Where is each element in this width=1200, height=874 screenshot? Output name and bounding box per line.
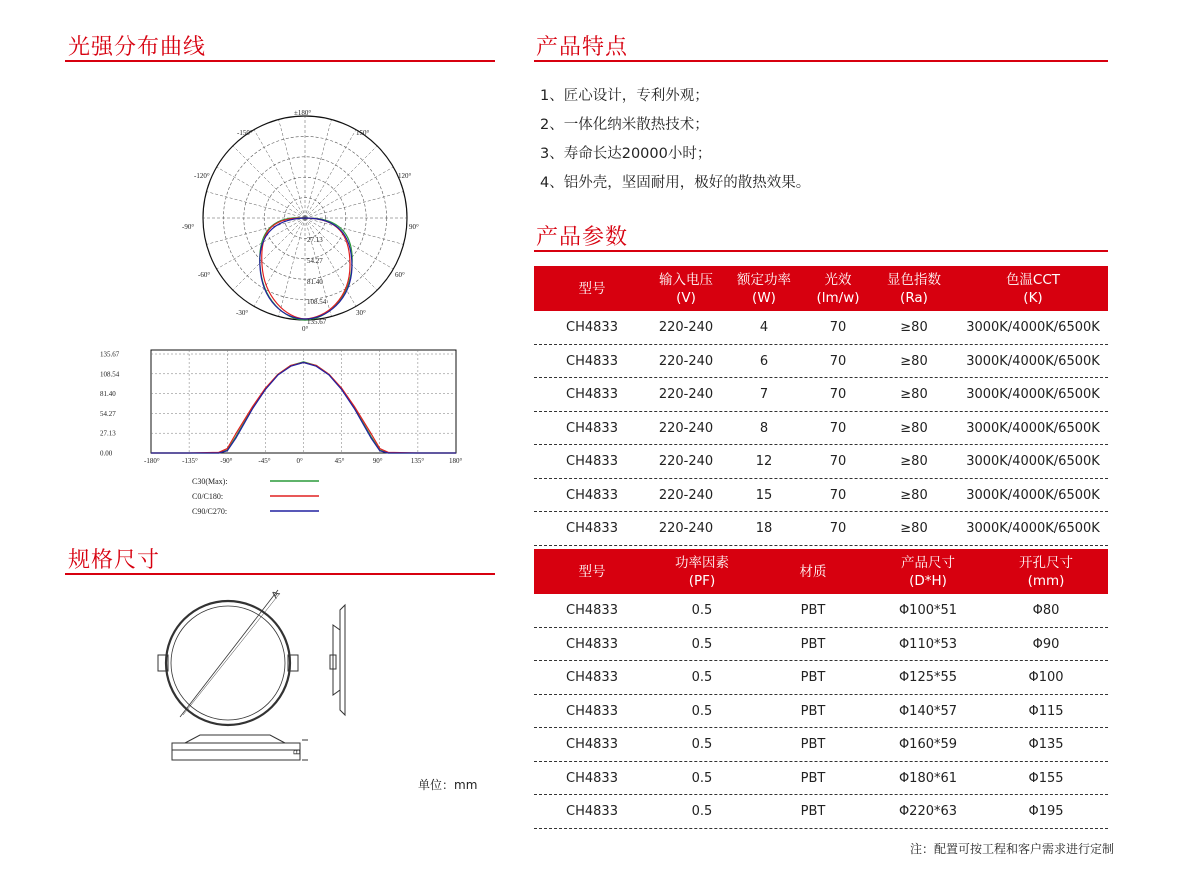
table-cell: 8 (759, 420, 769, 436)
table-cell: Φ155 (1028, 770, 1064, 786)
table-cell: Φ100*51 (898, 603, 958, 619)
table-cell: 3000K/4000K/6500K (966, 521, 1100, 537)
feature-item: 4、铝外壳，坚固耐用，极好的散热效果。 (540, 175, 811, 191)
table-cell: 220-240 (658, 420, 714, 436)
table-cell: 0.5 (691, 603, 713, 619)
section-divider (534, 60, 1108, 62)
table-row (534, 763, 1108, 796)
params-table-electrical (534, 266, 1108, 546)
table-row (534, 446, 1108, 479)
table-row (534, 513, 1108, 546)
table-cell: Φ110*53 (898, 636, 958, 652)
table-cell: 4 (759, 320, 769, 336)
table-row (534, 595, 1108, 628)
table-cell: Φ135 (1028, 737, 1064, 753)
polar-angle-label: -30° (236, 309, 249, 317)
section-title-light-distribution: 光强分布曲线 (68, 35, 207, 60)
table-cell: 0.5 (691, 804, 713, 820)
table-cell: Φ115 (1028, 703, 1064, 719)
table-cell: 70 (829, 420, 847, 436)
table-cell: PBT (800, 770, 826, 786)
table-row (534, 796, 1108, 829)
dimension-b-label: B (292, 748, 302, 755)
params-table-physical (534, 549, 1108, 829)
table-row (534, 379, 1108, 412)
table-row (534, 480, 1108, 513)
table-cell: Φ80 (1032, 603, 1060, 619)
y-tick-label: 27.13 (100, 429, 116, 438)
polar-angle-label: -150° (237, 129, 253, 137)
table-cell: PBT (800, 737, 826, 753)
table-cell: 6 (759, 353, 769, 369)
table-cell: ≥80 (900, 454, 928, 470)
table-row (534, 662, 1108, 695)
table-cell: Φ140*57 (898, 703, 958, 719)
table-cell: CH4833 (566, 737, 618, 753)
bottom-view (172, 735, 308, 760)
table-cell: PBT (800, 670, 826, 686)
section-divider (65, 60, 495, 62)
table-cell: 220-240 (658, 487, 714, 503)
table-cell: CH4833 (566, 353, 618, 369)
x-tick-label: -135° (182, 457, 198, 465)
table-cell: 18 (755, 521, 773, 537)
table-cell: 0.5 (691, 703, 713, 719)
table-row (534, 312, 1108, 345)
polar-angle-label: 150° (356, 129, 370, 137)
x-tick-label: 45° (334, 457, 345, 465)
table-cell: ≥80 (900, 487, 928, 503)
front-view (158, 590, 298, 725)
y-tick-label: 54.27 (100, 409, 116, 418)
table-cell: Φ90 (1032, 636, 1060, 652)
polar-intensity-diagram (180, 105, 430, 335)
table-cell: CH4833 (566, 320, 618, 336)
table-cell: PBT (800, 636, 826, 652)
table-cell: 3000K/4000K/6500K (966, 353, 1100, 369)
customization-note: 注：配置可按工程和客户需求进行定制 (910, 842, 1115, 856)
polar-radial-label: 135.67 (307, 318, 327, 326)
table-row (534, 729, 1108, 762)
y-tick-label: 81.40 (100, 390, 116, 399)
intensity-line-chart (95, 343, 475, 523)
polar-radial-label: 108.54 (307, 298, 327, 306)
section-title-features: 产品特点 (536, 35, 629, 60)
table-cell: 0.5 (691, 636, 713, 652)
table-cell: PBT (800, 703, 826, 719)
legend-label: C90/C270: (192, 507, 228, 516)
section-title-dimensions: 规格尺寸 (68, 548, 161, 573)
table-cell: CH4833 (566, 770, 618, 786)
table-cell: Φ220*63 (898, 804, 958, 820)
table-cell: 70 (829, 454, 847, 470)
polar-radial-label: 81.40 (307, 278, 323, 286)
table-cell: CH4833 (566, 804, 618, 820)
table-cell: ≥80 (900, 353, 928, 369)
table-cell: 70 (829, 387, 847, 403)
table-cell: CH4833 (566, 521, 618, 537)
y-tick-label: 135.67 (100, 350, 120, 359)
table-cell: ≥80 (900, 387, 928, 403)
polar-angle-label: 90° (409, 223, 419, 231)
table-cell: PBT (800, 603, 826, 619)
table-cell: 7 (759, 387, 769, 403)
polar-angle-label: 60° (395, 271, 405, 279)
table-cell: 220-240 (658, 454, 714, 470)
polar-radial-label: 27.13 (307, 236, 323, 244)
x-tick-label: 180° (449, 457, 463, 465)
table-cell: CH4833 (566, 454, 618, 470)
table-cell: 220-240 (658, 353, 714, 369)
table-cell: Φ125*55 (898, 670, 958, 686)
polar-angle-label: 30° (356, 309, 366, 317)
table-cell: ≥80 (900, 320, 928, 336)
x-tick-label: -180° (144, 457, 160, 465)
table-cell: CH4833 (566, 703, 618, 719)
dimension-a-label: A (269, 588, 283, 601)
table-cell: 0.5 (691, 670, 713, 686)
section-title-parameters: 产品参数 (536, 225, 629, 250)
side-view (330, 605, 345, 715)
table-row (534, 629, 1108, 662)
table-cell: PBT (800, 804, 826, 820)
table-cell: 70 (829, 353, 847, 369)
table-row (534, 696, 1108, 729)
table-cell: 70 (829, 521, 847, 537)
x-tick-label: -90° (220, 457, 233, 465)
table-cell: CH4833 (566, 603, 618, 619)
table-cell: 12 (755, 454, 773, 470)
table-cell: 3000K/4000K/6500K (966, 487, 1100, 503)
table-cell: CH4833 (566, 636, 618, 652)
x-tick-label: 90° (372, 457, 383, 465)
polar-radial-label: 54.27 (307, 257, 323, 265)
table-cell: 0.5 (691, 737, 713, 753)
table-cell: 220-240 (658, 387, 714, 403)
table-cell: ≥80 (900, 420, 928, 436)
table-row (534, 413, 1108, 446)
y-tick-label: 0.00 (100, 449, 113, 458)
table-cell: 3000K/4000K/6500K (966, 420, 1100, 436)
table-row (534, 346, 1108, 379)
feature-item: 2、一体化纳米散热技术； (540, 117, 709, 133)
table-cell: CH4833 (566, 420, 618, 436)
polar-angle-label: -120° (194, 172, 210, 180)
dimension-drawing (150, 585, 370, 775)
polar-angle-label: 0° (302, 325, 309, 333)
legend-label: C0/C180: (192, 492, 224, 501)
feature-item: 3、寿命长达20000小时； (540, 146, 712, 162)
section-divider (65, 573, 495, 575)
section-divider (534, 250, 1108, 252)
table-header: 型号 功率因素 (PF) 材质 产品尺寸 (D*H) 开孔尺寸 (mm) (534, 549, 1108, 594)
table-cell: 70 (829, 320, 847, 336)
x-tick-label: 0° (296, 457, 303, 465)
table-cell: CH4833 (566, 670, 618, 686)
table-cell: 70 (829, 487, 847, 503)
unit-label: 单位：mm (418, 778, 478, 792)
table-header: 型号 输入电压 (V) 额定功率 (W) 光效 (lm/w) 显色指数 (Ra) 色温CCT (K) (534, 266, 1108, 311)
polar-angle-label: -60° (198, 271, 211, 279)
polar-angle-label: ±180° (294, 109, 312, 117)
table-cell: CH4833 (566, 387, 618, 403)
table-cell: 3000K/4000K/6500K (966, 454, 1100, 470)
y-tick-label: 108.54 (100, 370, 120, 379)
x-tick-label: 135° (410, 457, 425, 465)
feature-item: 1、匠心设计，专利外观； (540, 88, 709, 104)
x-tick-label: -45° (258, 457, 271, 465)
table-cell: Φ180*61 (898, 770, 958, 786)
table-cell: Φ100 (1028, 670, 1064, 686)
polar-curve-c90-c270 (260, 218, 352, 319)
table-cell: 3000K/4000K/6500K (966, 387, 1100, 403)
polar-angle-label: -90° (182, 223, 195, 231)
table-cell: 220-240 (658, 521, 714, 537)
table-cell: ≥80 (900, 521, 928, 537)
polar-angle-label: 120° (398, 172, 412, 180)
table-cell: Φ195 (1028, 804, 1064, 820)
table-cell: 0.5 (691, 770, 713, 786)
table-cell: Φ160*59 (898, 737, 958, 753)
table-cell: 15 (755, 487, 773, 503)
table-cell: 3000K/4000K/6500K (966, 320, 1100, 336)
legend-label: C30(Max): (192, 477, 228, 486)
table-cell: 220-240 (658, 320, 714, 336)
table-cell: CH4833 (566, 487, 618, 503)
